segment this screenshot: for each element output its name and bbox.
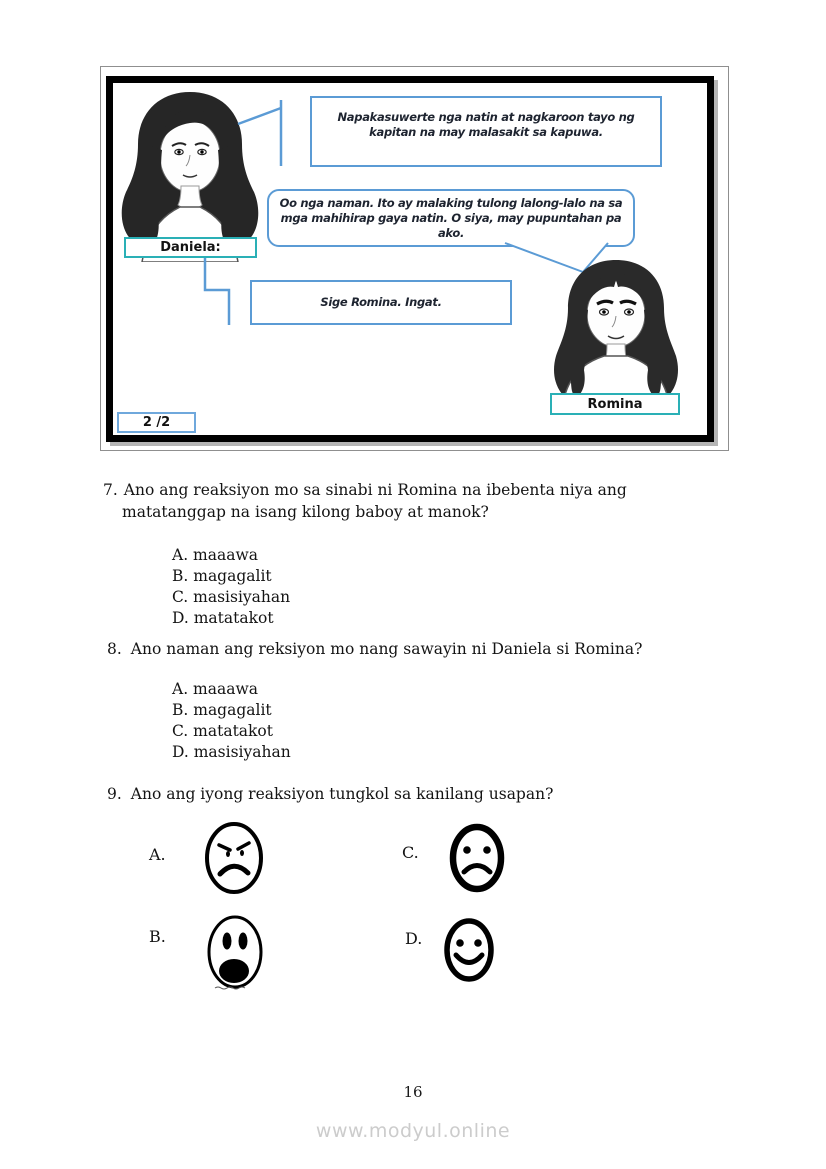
speech-bubble-daniela-1-text: Napakasuwerte nga natin at nagkaroon tayo ng kapitan na may malasakit sa kapuwa. xyxy=(337,110,635,139)
question-7-options xyxy=(172,545,290,629)
daniela-callout-line xyxy=(235,99,287,169)
sad-face-icon xyxy=(448,820,506,896)
comic-panel xyxy=(100,66,729,451)
speech-bubble-daniela-2 xyxy=(250,280,512,325)
speech-bubble-daniela-2-text: Sige Romina. Ingat. xyxy=(320,295,442,309)
romina-portrait xyxy=(540,256,692,398)
question-7 xyxy=(103,480,678,523)
option-8d: D. masisiyahan xyxy=(172,743,291,761)
question-8-text: Ano naman ang reksiyon mo nang sawayin ni Daniela si Romina? xyxy=(130,640,643,658)
question-7-text: Ano ang reaksiyon mo sa sinabi ni Romina na ibebenta niya ang matatanggap na isang kilong baboy at manok? xyxy=(122,481,627,521)
option-7a: A. maaawa xyxy=(172,546,258,564)
question-9 xyxy=(107,784,786,806)
happy-face-icon xyxy=(442,915,496,985)
speech-bubble-romina-text: Oo nga naman. Ito ay malaking tulong lalong-lalo na sa mga mahihirap gaya natin. O siya, may pupuntahan pa ako. xyxy=(279,195,623,240)
comic-page-indicator-text: 2 /2 xyxy=(142,415,171,430)
option-7d: D. matatakot xyxy=(172,609,274,627)
question-9-text: Ano ang iyong reaksiyon tungkol sa kanilang usapan? xyxy=(130,785,554,803)
option-8a: A. maaawa xyxy=(172,680,258,698)
romina-name-label xyxy=(550,393,680,415)
daniela-name-text: Daniela: xyxy=(160,240,221,255)
romina-name-text: Romina xyxy=(587,396,643,412)
question-8-options xyxy=(172,679,291,763)
option-7b: B. magagalit xyxy=(172,567,272,585)
face-option-a-label: A. xyxy=(149,845,166,864)
face-option-c-label: C. xyxy=(402,843,419,862)
option-7c: C. masisiyahan xyxy=(172,588,291,606)
angry-face-icon xyxy=(202,818,266,898)
watermark: www.modyul.online xyxy=(315,1120,511,1142)
page-number: 16 xyxy=(403,1083,423,1101)
face-option-d-label: D. xyxy=(405,929,423,948)
face-option-b-label: B. xyxy=(149,927,166,946)
question-7-number: 7. xyxy=(103,481,118,499)
daniela-connector-line xyxy=(203,257,235,327)
shocked-face-icon xyxy=(205,914,265,992)
daniela-name-label xyxy=(124,237,257,258)
comic-page-indicator xyxy=(117,412,196,433)
question-8 xyxy=(107,639,786,661)
question-8-number: 8. xyxy=(107,640,122,658)
speech-bubble-daniela-1 xyxy=(310,96,662,167)
option-8c: C. matatakot xyxy=(172,722,273,740)
option-8b: B. magagalit xyxy=(172,701,272,719)
question-9-number: 9. xyxy=(107,785,122,803)
